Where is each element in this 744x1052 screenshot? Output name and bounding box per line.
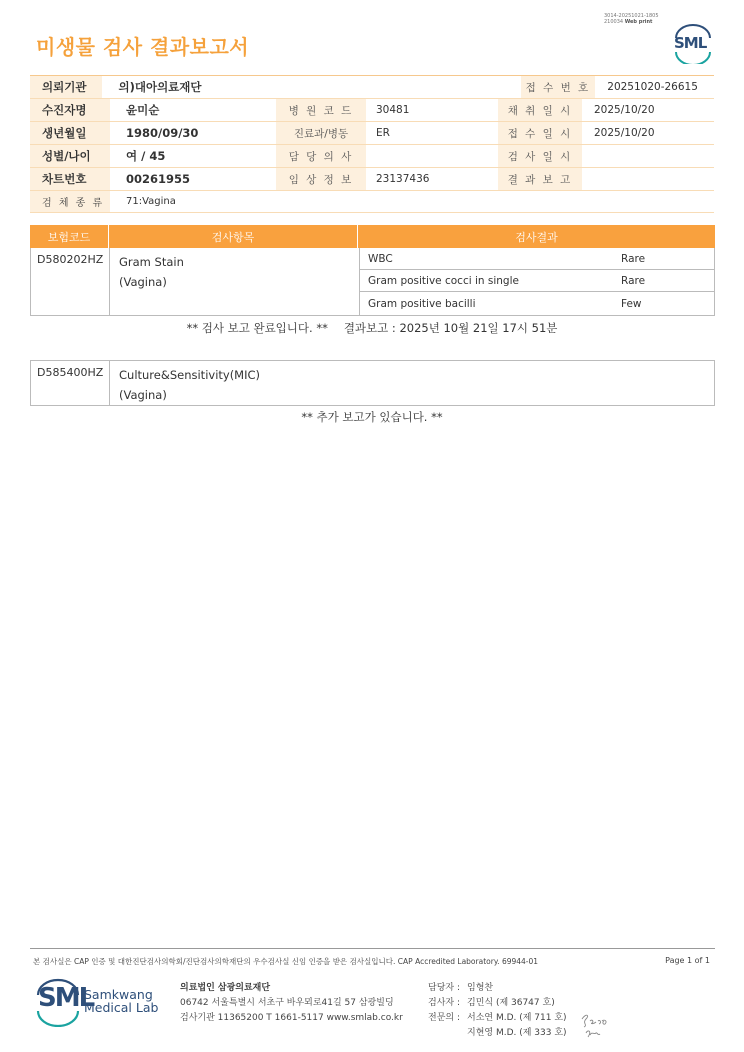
requester-label: 의뢰기관 <box>30 76 102 98</box>
note-report-time: 결과보고 : 2025년 10월 21일 17시 51분 <box>343 321 558 335</box>
report-label: 결 과 보 고 <box>498 168 582 190</box>
footer-divider <box>30 948 715 949</box>
collect-date-value: 2025/10/20 <box>594 104 655 116</box>
print-id <box>604 13 659 25</box>
info-row <box>30 145 714 168</box>
print-mode: Web print <box>624 19 653 25</box>
tester-name: 김민식 (제 36747 호) <box>467 998 555 1008</box>
result-row <box>360 292 714 315</box>
logo-name <box>84 988 158 1014</box>
cert-statement: 본 검사실은 CAP 인증 및 대한진단검사의학회/진단검사의학재단의 우수검사실 신임 인증을 받은 검사실입니다. CAP Accredited Laboratory. 69944-01 <box>33 957 539 966</box>
logo-name-1: Samkwang <box>84 987 153 1002</box>
requester-value: 의)대아의료재단 <box>118 80 202 94</box>
specialist-label: 전문의 : <box>428 1013 460 1023</box>
print-id-line2: 210034 <box>604 19 624 25</box>
test-specimen: (Vagina) <box>119 275 167 289</box>
col-result: 검사결과 <box>515 230 558 244</box>
patient-info-table <box>30 75 714 213</box>
info-row <box>30 76 714 99</box>
dept-label: 진료과/병동 <box>276 122 366 144</box>
footer-staff <box>428 981 567 1041</box>
result-row <box>360 270 714 292</box>
result-value: Rare <box>621 274 646 287</box>
test-code: D580202HZ <box>31 248 110 315</box>
specimen-value: 71:Vagina <box>126 196 176 207</box>
specimen-label: 검 체 종 류 <box>30 191 110 212</box>
note-complete: ** 검사 보고 완료입니다. ** <box>186 321 328 335</box>
result-name: Gram positive bacilli <box>368 297 476 310</box>
chart-no-label: 차트번호 <box>30 168 110 190</box>
patient-label: 수진자명 <box>30 99 110 121</box>
hospital-code-label: 병 원 코 드 <box>276 99 366 121</box>
manager-label: 담당자 : <box>428 983 460 993</box>
logo-text: SML <box>674 34 707 52</box>
clinical-value: 23137436 <box>376 173 430 185</box>
sex-age-label: 성별/나이 <box>30 145 110 167</box>
doctor-label: 담 당 의 사 <box>276 145 366 167</box>
report-complete-note <box>0 320 744 336</box>
test-name-text: Gram Stain <box>119 255 184 269</box>
receipt-no-value: 20251020-26615 <box>607 81 698 93</box>
sex-age-value: 여 / 45 <box>126 149 166 163</box>
result-name: Gram positive cocci in single <box>368 274 519 287</box>
samkwang-logo <box>36 979 166 1029</box>
manager-name: 임형찬 <box>467 983 494 993</box>
tester-label: 검사자 : <box>428 998 460 1008</box>
logo-text: SML <box>38 983 94 1013</box>
test-date-label: 검 사 일 시 <box>498 145 582 167</box>
result-list <box>359 248 714 315</box>
clinical-label: 임 상 정 보 <box>276 168 366 190</box>
print-id-line1: 3014-20251021-1805 <box>604 13 659 19</box>
receive-date-label: 접 수 일 시 <box>498 122 582 144</box>
chart-no-value: 00261955 <box>126 172 191 186</box>
org-address: 06742 서울특별시 서초구 바우뫼로41길 57 삼광빌딩 <box>180 998 394 1008</box>
signature-icon <box>578 1009 614 1043</box>
result-value: Rare <box>621 252 646 265</box>
col-item: 검사항목 <box>109 225 358 248</box>
results-header <box>30 225 715 248</box>
dept-value: ER <box>376 127 390 139</box>
test-specimen: (Vagina) <box>119 388 167 402</box>
footer-address <box>180 981 403 1026</box>
dob-value: 1980/09/30 <box>126 126 199 140</box>
info-row <box>30 122 714 145</box>
receive-date-value: 2025/10/20 <box>594 127 655 139</box>
collect-date-label: 채 취 일 시 <box>498 99 582 121</box>
col-code: 보험코드 <box>30 225 109 248</box>
result-row <box>360 248 714 270</box>
additional-report-note: ** 추가 보고가 있습니다. ** <box>301 410 443 424</box>
info-row <box>30 168 714 191</box>
org-name: 의료법인 삼광의료재단 <box>180 983 271 993</box>
test-block-culture <box>30 360 715 406</box>
patient-value: 윤미순 <box>126 103 160 117</box>
result-value: Few <box>621 297 642 310</box>
test-name <box>119 365 260 405</box>
test-block-gram-stain <box>30 248 715 316</box>
test-name-text: Culture&Sensitivity(MIC) <box>119 368 261 382</box>
info-row <box>30 99 714 122</box>
specialist-2: 지현영 M.D. (제 333 호) <box>467 1028 567 1038</box>
hospital-code-value: 30481 <box>376 104 410 116</box>
specialist-1: 서소연 M.D. (제 711 호) <box>467 1013 567 1023</box>
org-contact: 검사기관 11365200 T 1661-5117 www.smlab.co.kr <box>180 1013 403 1023</box>
logo-name-2: Medical Lab <box>84 1000 159 1015</box>
info-row <box>30 191 714 213</box>
test-code: D585400HZ <box>31 361 110 405</box>
test-name <box>119 252 359 292</box>
dob-label: 생년월일 <box>30 122 110 144</box>
receipt-no-label: 접 수 번 호 <box>521 76 596 98</box>
result-name: WBC <box>368 252 393 265</box>
page-title: 미생물 검사 결과보고서 <box>36 35 250 59</box>
sml-logo-icon <box>670 24 716 64</box>
page-number: Page 1 of 1 <box>665 956 710 965</box>
